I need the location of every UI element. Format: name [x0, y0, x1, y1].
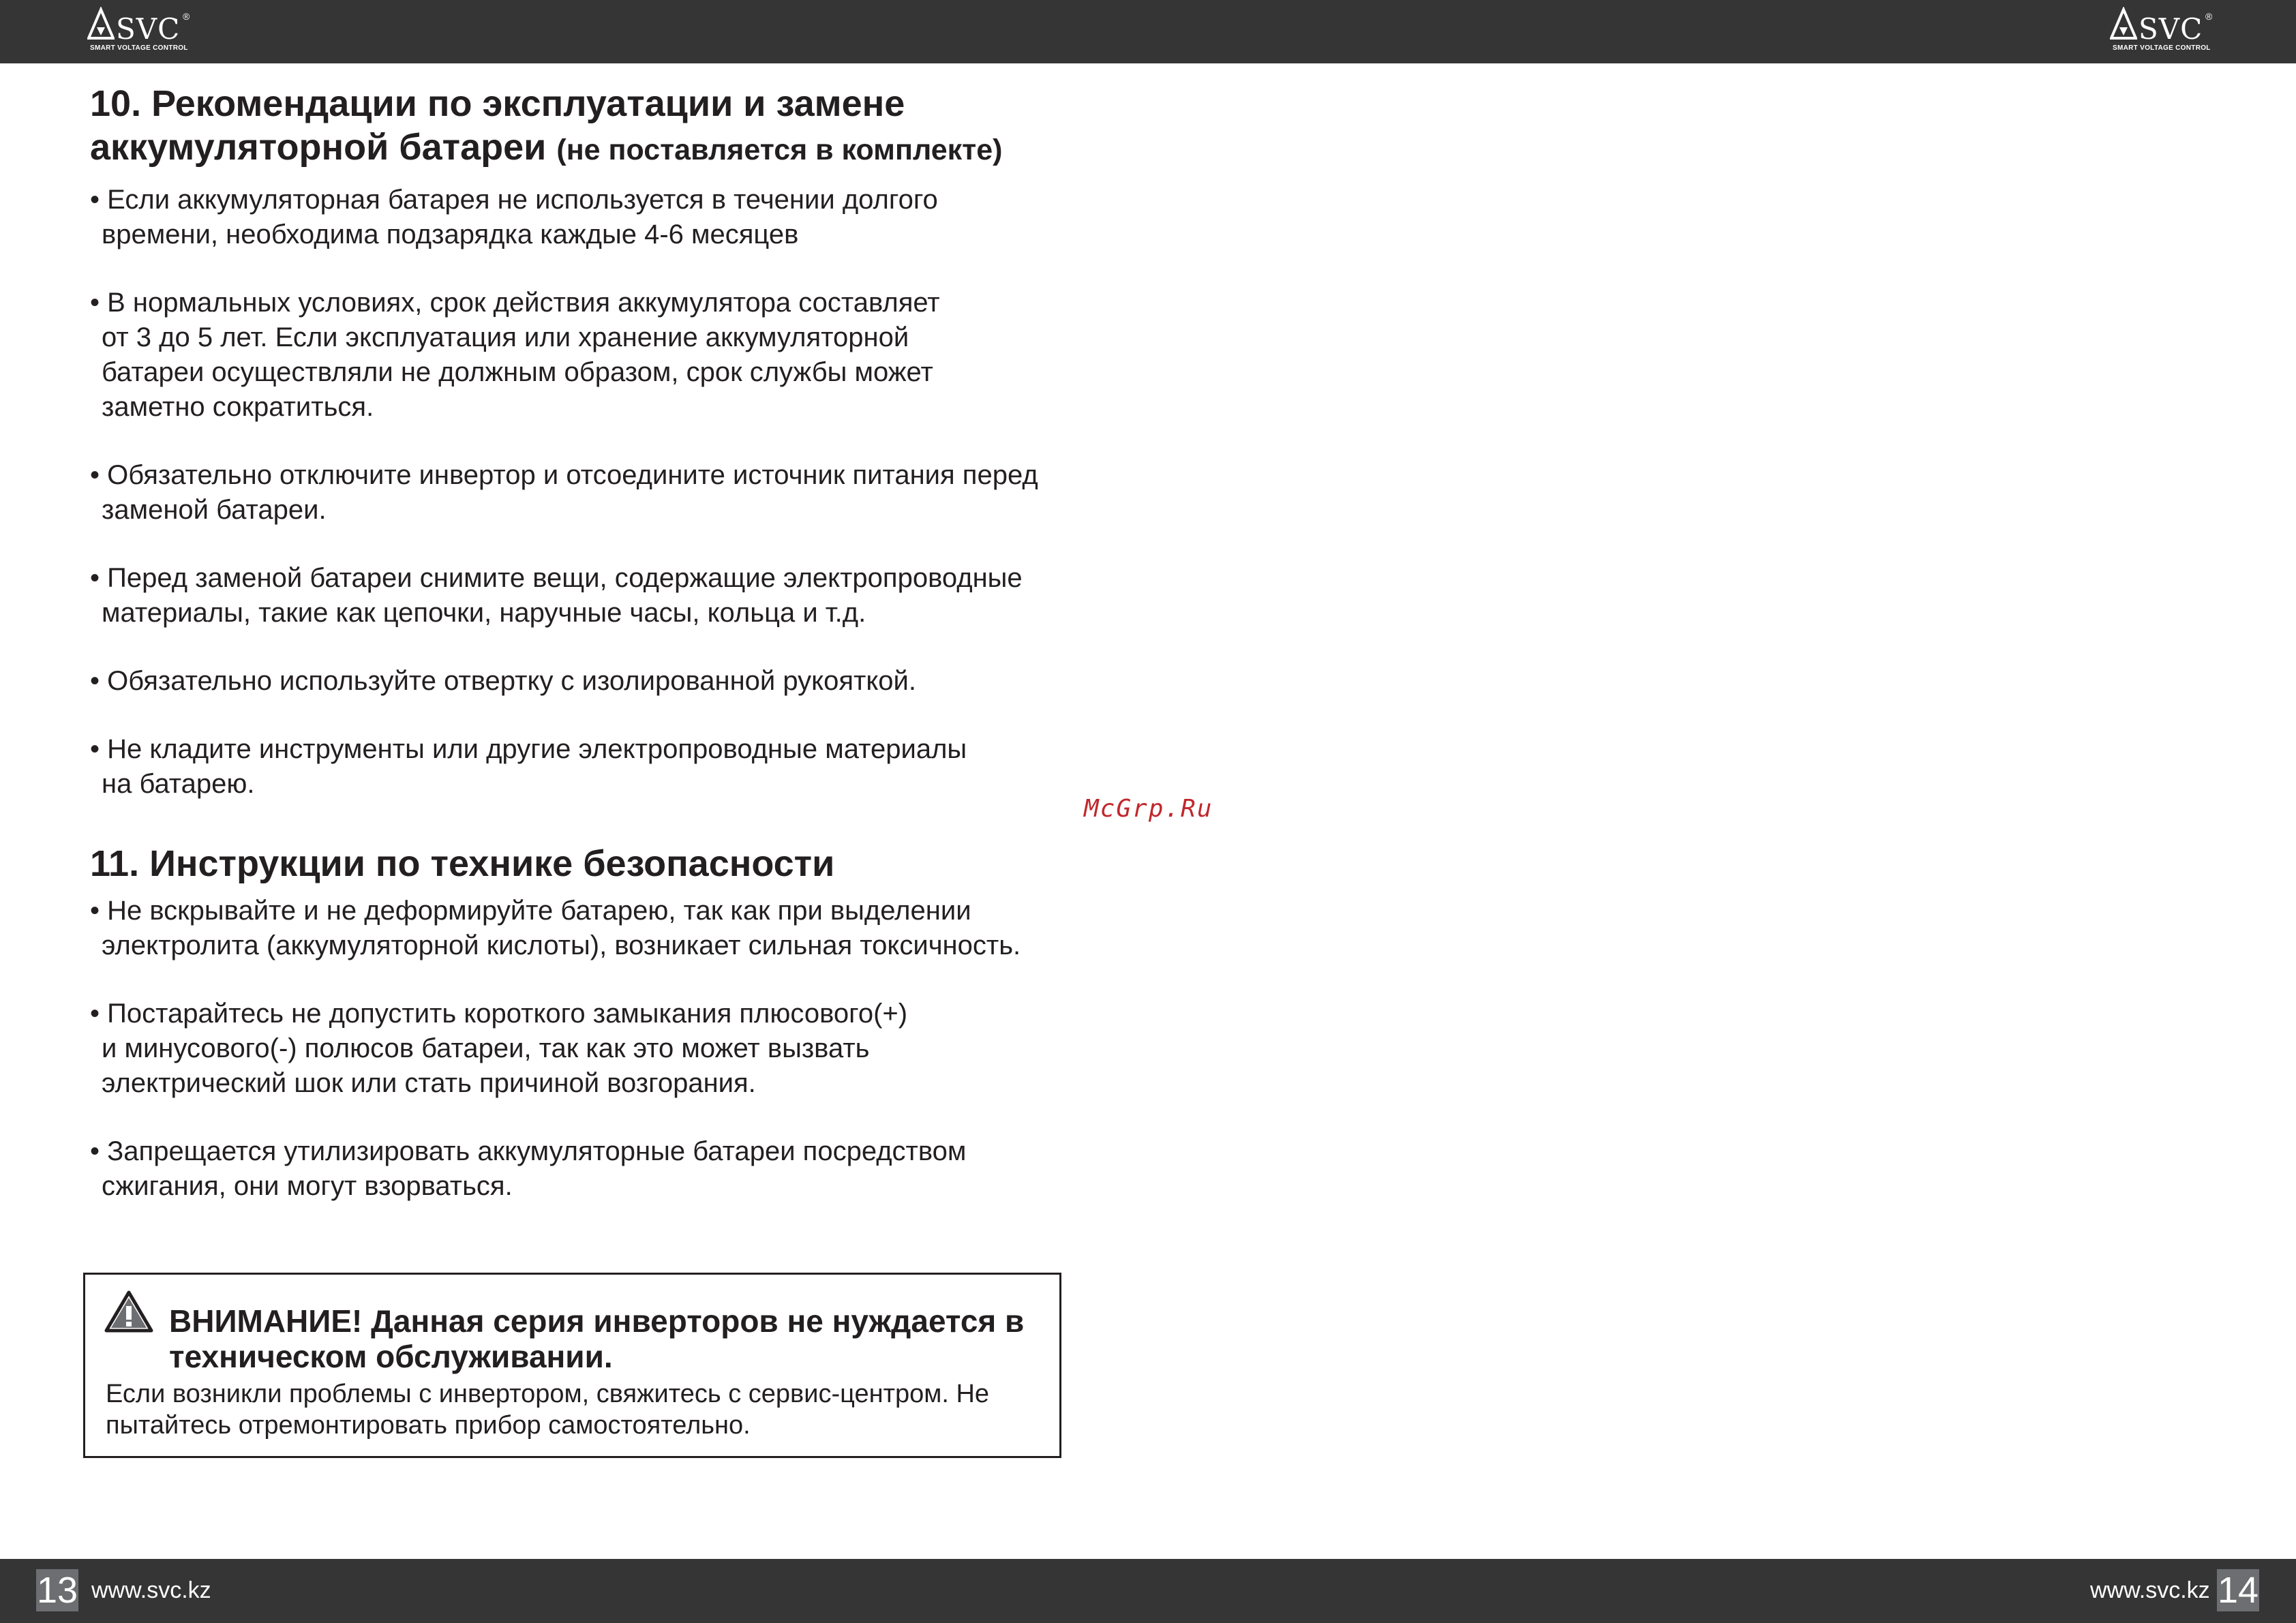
- list-item: • Перед заменой батареи снимите вещи, содержащие электропроводные материалы, такие как цепочки, наручные часы, кольца и т.д.: [90, 561, 1078, 631]
- page-number-right: 14: [2217, 1570, 2259, 1611]
- logo-registered-mark: ®: [2205, 11, 2213, 22]
- logo-text: SVC: [2139, 12, 2203, 46]
- section-10-list: [90, 183, 1078, 802]
- footer-bar: [0, 1559, 2296, 1623]
- logo-triangle-icon: [2110, 7, 2137, 42]
- section-10-title: [90, 82, 1078, 172]
- logo-tagline: SMART VOLTAGE CONTROL: [90, 44, 188, 52]
- list-item: • Не кладите инструменты или другие электропроводные материалы на батарею.: [90, 732, 1078, 802]
- header-bar: [0, 0, 2296, 63]
- list-item: • Обязательно отключите инвертор и отсоедините источник питания перед заменой батареи.: [90, 458, 1078, 528]
- section-10-title-main: 10. Рекомендации по эксплуатации и замене аккумуляторной батареи: [90, 83, 905, 168]
- warning-notice-box: [83, 1273, 1061, 1458]
- footer-url-right[interactable]: www.svc.kz: [2090, 1577, 2210, 1603]
- warning-title: ВНИМАНИЕ! Данная серия инверторов не нуждается в техническом обслуживании.: [169, 1303, 1025, 1374]
- list-item: • Обязательно используйте отвертку с изолированной рукояткой.: [90, 664, 1078, 699]
- logo-registered-mark: ®: [183, 11, 190, 22]
- section-11-list: [90, 894, 1078, 1204]
- list-item: • Если аккумуляторная батарея не используется в течении долгого времени, необходима подзарядка каждые 4-6 месяцев: [90, 183, 1078, 252]
- list-item: • Не вскрывайте и не деформируйте батарею, так как при выделении электролита (аккумуляторной кислоты), возникает сильная токсичность.: [90, 894, 1078, 963]
- svc-logo-left: [87, 7, 196, 55]
- watermark: McGrp.Ru: [1084, 795, 1213, 823]
- section-10-title-note: (не поставляется в комплекте): [556, 134, 1003, 166]
- list-item: • В нормальных условиях, срок действия аккумулятора составляет от 3 до 5 лет. Если эксплуатация или хранение аккумуляторной батареи осуществляли не должным образом, срок службы может заметно сократиться.: [90, 286, 1078, 425]
- page-content: [90, 82, 1078, 1204]
- list-item: • Запрещается утилизировать аккумуляторные батареи посредством сжигания, они могут взорваться.: [90, 1134, 1078, 1204]
- footer-url-left[interactable]: www.svc.kz: [91, 1577, 211, 1603]
- page-number-left: 13: [36, 1570, 78, 1611]
- logo-text: SVC: [116, 12, 181, 46]
- svc-logo-right: [2110, 7, 2219, 55]
- section-11-title: 11. Инструкции по технике безопасности: [90, 843, 835, 884]
- warning-body: Если возникли проблемы с инвертором, свяжитесь с сервис-центром. Не пытайтесь отремонтировать прибор самостоятельно.: [106, 1380, 990, 1440]
- warning-triangle-icon: [104, 1290, 153, 1333]
- logo-triangle-icon: [87, 7, 115, 42]
- list-item: • Постарайтесь не допустить короткого замыкания плюсового(+) и минусового(-) полюсов батареи, так как это может вызвать электрический шок или стать причиной возгорания.: [90, 997, 1078, 1101]
- logo-tagline: SMART VOLTAGE CONTROL: [2113, 44, 2211, 52]
